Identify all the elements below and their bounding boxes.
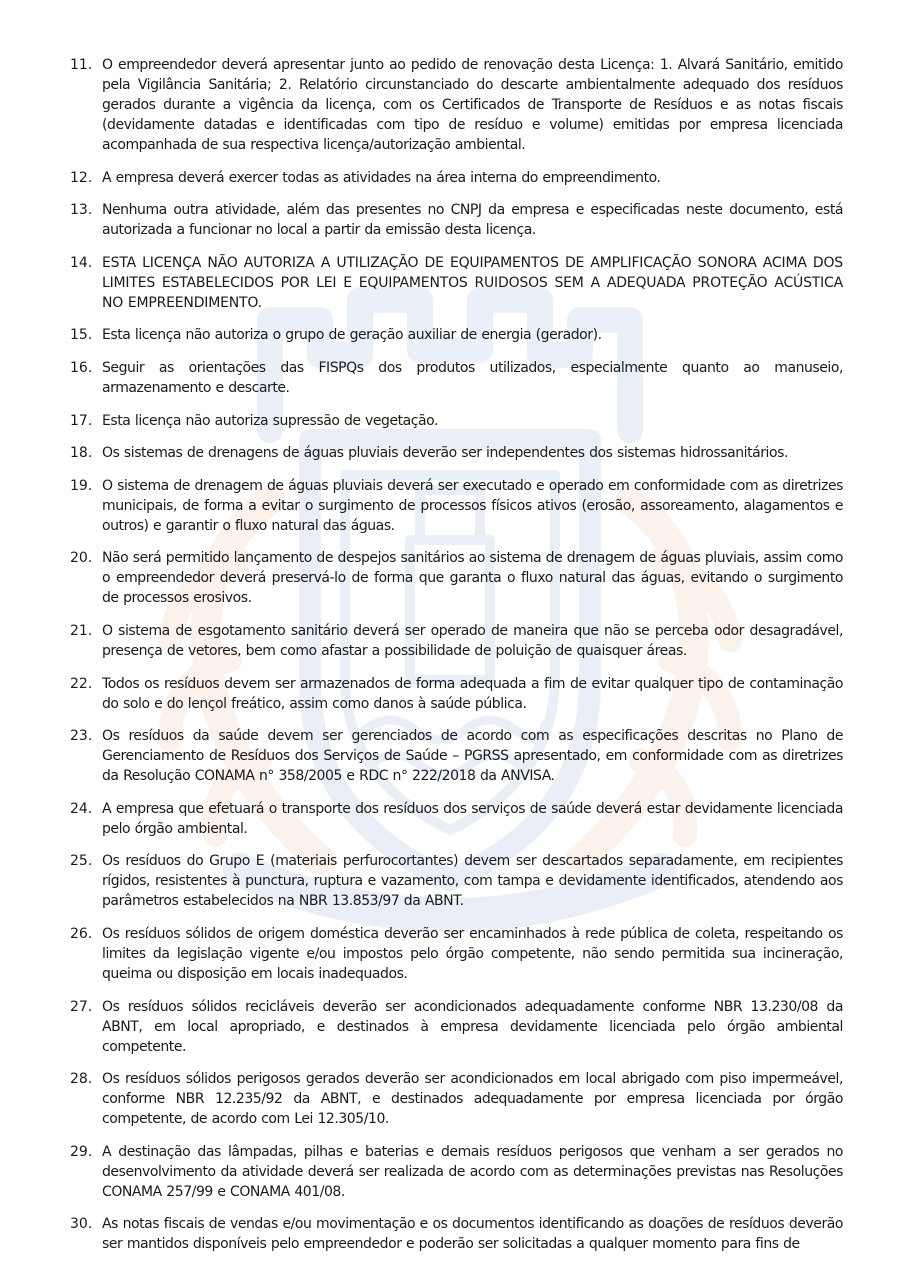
clause-item [70, 55, 843, 155]
clause-number: 12. [70, 169, 93, 186]
clause-text: Seguir as orientações das FISPQs dos produtos utilizados, especialmente quanto ao manuseio, armazenamento e descarte. [102, 359, 843, 396]
clause-number: 21. [70, 622, 93, 639]
clause-number: 16. [70, 359, 93, 376]
clause-text: ESTA LICENÇA NÃO AUTORIZA A UTILIZAÇÃO DE EQUIPAMENTOS DE AMPLIFICAÇÃO SONORA ACIMA DOS LIMITES ESTABELECIDOS POR LEI E EQUIPAMENTOS RUIDOSOS SEM A ADEQUADA PROTEÇÃO ACÚSTICA NO EMPREENDIMENTO. [102, 254, 843, 311]
clause-text: Os resíduos sólidos de origem doméstica deverão ser encaminhados à rede pública de coleta, respeitando os limites da legislação vigente e/ou impostos pelo órgão competente, não sendo permitida sua incineração, queima ou disposição em locais inadequados. [102, 925, 843, 982]
clause-number: 13. [70, 202, 93, 219]
clause-number: 11. [70, 57, 93, 73]
clause-item [70, 443, 843, 463]
clause-text: Esta licença não autoriza o grupo de geração auxiliar de energia (gerador). [102, 327, 602, 344]
clause-item [70, 621, 843, 661]
clause-number: 25. [70, 853, 93, 870]
clause-item [70, 325, 843, 345]
clause-number: 18. [70, 445, 93, 462]
clause-number: 15. [70, 327, 93, 344]
clause-text: O sistema de drenagem de águas pluviais deverá ser executado e operado em conformidade com as diretrizes municipais, de forma a evitar o surgimento de processos físicos ativos (erosão, assoreamento, alagamentos e outros) e garantir o fluxo natural das águas. [102, 477, 843, 534]
clause-text: A destinação das lâmpadas, pilhas e baterias e demais resíduos perigosos que venham a ser gerados no desenvolvimento da atividade deverá ser realizada de acordo com as determinações previstas nas Resoluções CONAMA 257/99 e CONAMA 401/08. [102, 1143, 843, 1200]
clause-number: 17. [70, 412, 93, 429]
clause-text: O sistema de esgotamento sanitário deverá ser operado de maneira que não se perceba odor desagradável, presença de vetores, bem como afastar a possibilidade de poluição de quaisquer áreas. [102, 622, 843, 659]
clause-number: 24. [70, 800, 93, 817]
clause-item [70, 411, 843, 431]
clause-text: Os resíduos da saúde devem ser gerenciados de acordo com as especificações descritas no Plano de Gerenciamento de Resíduos dos Serviços de Saúde – PGRSS apresentado, em conformidade com as diretrizes da Resolução CONAMA n° 358/2005 e RDC n° 222/2018 da ANVISA. [102, 728, 843, 785]
clause-item [70, 851, 843, 911]
clause-text: Não será permitido lançamento de despejos sanitários ao sistema de drenagem de águas pluviais, assim como o empreendedor deverá preservá-lo de forma que garanta o fluxo natural das águas, evitando o surgimento de processos erosivos. [102, 550, 843, 607]
clause-text: Nenhuma outra atividade, além das presentes no CNPJ da empresa e especificadas neste documento, está autorizada a funcionar no local a partir da emissão desta licença. [102, 202, 843, 239]
clause-item [70, 168, 843, 188]
clause-item [70, 997, 843, 1057]
clause-number: 23. [70, 728, 93, 745]
clause-item [70, 548, 843, 608]
clause-text: O empreendedor deverá apresentar junto ao pedido de renovação desta Licença: 1. Alvará Sanitário, emitido pela Vigilância Sanitária; 2. Relatório circunstanciado do descarte ambientalmente adequado dos resíduos gerados durante a vigência da licença, com os Certificados de Transporte de Resíduos e as notas fiscais (devidamente datadas e identificadas com tipo de resíduo e volume) emitidas por empresa licenciada acompanhada de sua respectiva licença/autorização ambiental. [102, 57, 843, 153]
clause-item [70, 476, 843, 536]
clause-item [70, 200, 843, 240]
clause-number: 29. [70, 1143, 93, 1160]
clause-item [70, 1069, 843, 1129]
clause-item [70, 674, 843, 714]
clause-number: 30. [70, 1216, 93, 1233]
clause-text: As notas fiscais de vendas e/ou movimentação e os documentos identificando as doações de resíduos deverão ser mantidos disponíveis pelo empreendedor e poderão ser solicitadas a qualquer momento para fins de [102, 1216, 843, 1253]
clause-item [70, 924, 843, 984]
clause-text: A empresa que efetuará o transporte dos resíduos dos serviços de saúde deverá estar devidamente licenciada pelo órgão ambiental. [102, 800, 843, 837]
clause-number: 28. [70, 1071, 93, 1088]
clause-text: Os sistemas de drenagens de águas pluviais deverão ser independentes dos sistemas hidrossanitários. [102, 445, 788, 462]
clause-item [70, 1214, 843, 1254]
clause-item [70, 253, 843, 313]
clause-item [70, 358, 843, 398]
clause-item [70, 799, 843, 839]
clause-item [70, 1142, 843, 1202]
clause-number: 14. [70, 254, 93, 271]
clause-number: 22. [70, 675, 93, 692]
clause-number: 27. [70, 998, 93, 1015]
clause-text: Os resíduos sólidos perigosos gerados deverão ser acondicionados em local abrigado com piso impermeável, conforme NBR 12.235/92 da ABNT, e destinados adequadamente por empresa licenciada por órgão competente, de acordo com Lei 12.305/10. [102, 1071, 843, 1128]
clause-text: Esta licença não autoriza supressão de vegetação. [102, 412, 439, 429]
clause-item [70, 726, 843, 786]
clause-number: 20. [70, 550, 93, 567]
license-conditions-list [70, 55, 843, 1254]
clause-text: Todos os resíduos devem ser armazenados de forma adequada a fim de evitar qualquer tipo de contaminação do solo e do lençol freático, assim como danos à saúde pública. [102, 675, 843, 712]
clause-text: Os resíduos sólidos recicláveis deverão ser acondicionados adequadamente conforme NBR 13.230/08 da ABNT, em local apropriado, e destinados à empresa devidamente licenciada pelo órgão ambiental competente. [102, 998, 843, 1055]
clause-number: 26. [70, 925, 93, 942]
clause-text: A empresa deverá exercer todas as atividades na área interna do empreendimento. [102, 169, 661, 186]
clause-number: 19. [70, 477, 93, 494]
clause-text: Os resíduos do Grupo E (materiais perfurocortantes) devem ser descartados separadamente, em recipientes rígidos, resistentes à punctura, ruptura e vazamento, com tampa e devidamente identificados, atendendo aos parâmetros estabelecidos na NBR 13.853/97 da ABNT. [102, 853, 843, 910]
